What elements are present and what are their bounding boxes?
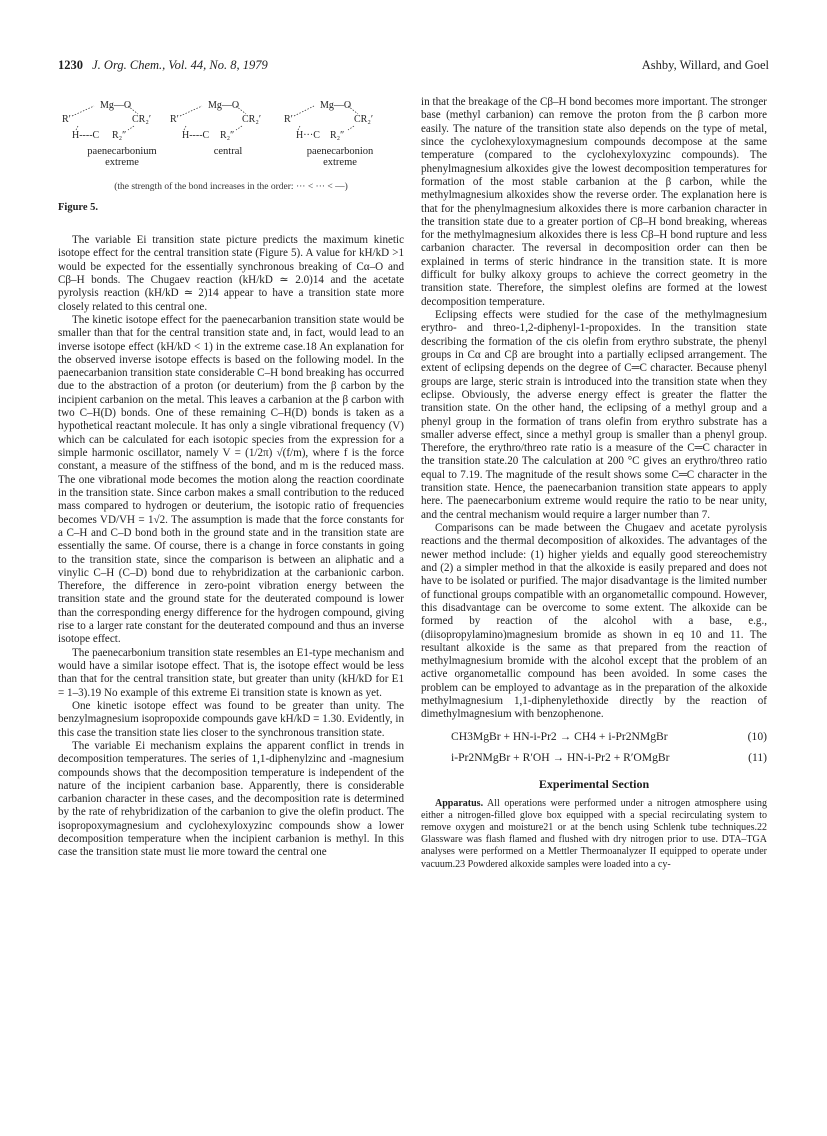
- figure-caption: Figure 5.: [58, 202, 99, 213]
- paragraph-lead: Apparatus.: [435, 797, 484, 809]
- paragraph: The variable Ei transition state picture predicts the maximum kinetic isotope effect for the central transition state (Figure 5). A value for kH/kD >1 would be expected for the essentially synchronous breaking of Cα–O and Cβ–H bonds. The Chugaev reaction (kH/kD ≃ 2.0)14 and the acetate pyrolysis reaction (kH/kD ≃ 2)14 appear to have a transition state more closely related to this central one.: [58, 234, 404, 313]
- equation-11: [421, 751, 767, 764]
- label-paenecarbonion: [290, 146, 390, 168]
- equation-number: (10): [747, 729, 767, 743]
- svg-text:R₂″: R₂″: [112, 130, 127, 141]
- paragraph: One kinetic isotope effect was found to be greater than unity. The benzylmagnesium isopropoxide compounds gave kH/kD = 1.30. Evidently, in this case the transition state lies closer to the synchronous transition state.: [58, 699, 404, 739]
- label-paenecarbonion-line1: paenecarbonion: [306, 146, 374, 157]
- svg-text:H···C: H···C: [296, 130, 320, 141]
- equation-text: i-Pr2NMgBr + R′OH → HN-i-Pr2 + R′OMgBr: [451, 751, 670, 764]
- paragraph-body: All operations were performed under a nitrogen atmosphere using either a nitrogen-filled glove box equipped with a special recirculating system to remove oxygen and moisture21 or at the bench using Schlenk tube techniques.22 Glassware was flash flamed and flushed with dry nitrogen prior to use. DTA–TGA analyses were performed on a Mettler Thermoanalyzer II equipped to operate under vacuum.23 Powdered alkoxide samples were loaded into a cy-: [421, 797, 767, 870]
- mg-o-center: Mg—O: [208, 100, 240, 111]
- svg-text:R₂″: R₂″: [330, 130, 345, 141]
- paragraph: in that the breakage of the Cβ–H bond becomes more important. The stronger base (methyl carbanion) can remove the proton from the β carbon more easily. The nature of the transition state also depends on the type of metal, since the cyclohexyloxymagnesium compounds decompose at the same temperature (compared to the cyclohexyloxyzinc compounds). The phenylmagnesium alkoxides give the lowest decomposition temperatures for formation of the most stable carbanion at the β carbon, while the methylmagnesium alkoxides show the reverse order. The explanation here is that for the phenylmagnesium alkoxides there is more carbanion character in the transition state due to a greater portion of Cβ–H bond breaking, whereas for the methylmagnesium alkoxides there is less Cβ–H bond rupture and less carbanion character. The reversal in decomposition order can then be explained in terms of steric hindrance in the transition state. It is more difficult for bulky alkoxy groups to achieve the correct geometry in the transition state. Therefore, the simplest olefins are formed at the lowest decomposition temperature.: [421, 96, 767, 308]
- paragraph: The kinetic isotope effect for the paenecarbanion transition state would be smaller than that for the central transition state and, in fact, would lead to an inverse isotope effect (kH/kD < 1) in the extreme case.18 An explanation for the observed inverse isotope effects is based on the following model. In the paenecarbanion transition state considerable C–H bond breaking has occurred due to the abstraction of a proton (or deuterium) from the β carbon by the incipient carbanion on the metal. This leaves a carbanion at the β carbon with two C–H(D) bonds. One of these remaining C–H(D) bonds is taken as a hypothetical reactant molecule. It has only a single vibrational frequency (V) which can be calculated for each isotopic species from the expression for a simple harmonic oscillator, namely V = (1/2π) √(f/m), where f is the force constant, a measure of the stiffness of the bond, and m is the reduced mass. The one vibrational mode becomes the motion along the reaction coordinate in the transition state. Since carbon makes a small contribution to the reduced mass compared to hydrogen or deuterium, the isotopic ratio of frequencies becomes VD/VH = 1√2. The assumption is made that the force constants for a C–H and C–D bond both in the ground state and in the transition state are essentially the same. Of course, there is a change in force constants in going to the transition state, since the comparison is between an aliphatic and a vinylic C–H (C–D) bond due to rehybridization at the carbanionic carbon. Therefore, the difference in zero-point vibration energy between the transition state and the ground state for the deuterated compound is lower than the corresponding energy difference for the hydrogen compound, giving rise to a larger rate constant for the deuterated compound and thus an inverse isotope effect.: [58, 313, 404, 646]
- label-paenecarbonium: [72, 146, 172, 168]
- author-names: Ashby, Willard, and Goel: [641, 58, 769, 72]
- mg-o-left: Mg—O: [100, 100, 132, 111]
- paragraph: The variable Ei mechanism explains the apparent conflict in trends in decomposition temperatures. The series of 1,1-diphenylzinc and -magnesium compounds shows that the decomposition temperature is independent of the nature of the incipient carbanion base. Apparently, there is considerable carbanion character in these cases, and the decomposition rate is determined by the rate of rehybridization of the carbanion to give the olefin product. The isopropoxymagnesium and cyclohexyloxyzinc compounds show a lower decomposition temperature when the incipient carbanion is methyl. In this case the transition state must lie more toward the central one: [58, 739, 404, 859]
- experimental-section: [421, 798, 767, 871]
- label-paenecarbonium-line2: extreme: [105, 157, 139, 168]
- svg-text:CR₂′: CR₂′: [354, 114, 374, 125]
- svg-text:R′: R′: [170, 114, 179, 125]
- label-central: [188, 146, 268, 157]
- paragraph: Eclipsing effects were studied for the case of the methylmagnesium erythro- and threo-1,2-diphenyl-1-propoxides. In the transition state describing the formation of the cis olefin from erythro substrate, the phenyl groups in Cα and Cβ are brought into a partially eclipsed arrangement. The extent of eclipsing depends on the degree of C═C character. Because phenyl groups are large, steric strain is introduced into the transition state when they eclipse. Obviously, the adverse energy effect is greater the flatter the transition state. On the other hand, the eclipsing of a methyl group and a phenyl group in the formation of trans olefin from erythro substrate has a smaller adverse effect, since a methyl group is smaller than a phenyl group. Therefore, the erythro/threo rate ratio is a measure of the C═C character in the transition state.20 The calculation at 200 °C gives an erythro/threo ratio equal to 7.19. The magnitude of the result shows some C═C character in the transition state. Hence, the paenecarbanion transition state appears to apply here. The paenecarbonium extreme would require the ratio to be near unity, and the central mechanism would require a larger number than 7.: [421, 309, 767, 521]
- left-column: [58, 234, 404, 860]
- svg-text:R′: R′: [284, 114, 293, 125]
- figure-note: (the strength of the bond increases in the order: ··· < ··· < —): [114, 182, 348, 192]
- paragraph: Comparisons can be made between the Chugaev and acetate pyrolysis reactions and the thermal decomposition of alkoxides. The advantages of the newer method include: (1) higher yields and equally good stereochemistry and (2) a simpler method in that the alkoxide is easily prepared and does not have to be isolated or purified. The major disadvantage is the limited number of functional groups compatible with an organometallic compound. However, this disadvantage can be overcome to some extent. The alkoxide can be formed by reaction of the alcohol with a base, e.g., (diisopropylamino)magnesium bromide as shown in eq 10 and 11. The resultant alkoxide is the same as that prepared from the reaction of methylmagnesium bromide with the alcohol except that the problem of an active organometallic compound has been avoided. In some cases the problem can be employed to advantage as in the preparation of the alkoxide methylmagnesium 1,1-diphenylethoxide directly by the reaction of dimethylmagnesium with benzophenone.: [421, 522, 767, 721]
- journal-citation: J. Org. Chem., Vol. 44, No. 8, 1979: [92, 58, 268, 72]
- svg-text:H----C: H----C: [72, 130, 100, 141]
- running-header: [58, 58, 769, 76]
- svg-text:CR₂′: CR₂′: [242, 114, 262, 125]
- equation-text: CH3MgBr + HN-i-Pr2 → CH4 + i-Pr2NMgBr: [451, 729, 668, 743]
- page-number: 1230: [58, 58, 83, 72]
- svg-text:H----C: H----C: [182, 130, 210, 141]
- equation-10: [421, 730, 767, 743]
- svg-text:R′: R′: [62, 114, 71, 125]
- experimental-paragraph: [421, 798, 767, 871]
- label-central-line1: central: [213, 146, 243, 157]
- svg-text:CR₂′: CR₂′: [132, 114, 152, 125]
- mg-o-right: Mg—O: [320, 100, 352, 111]
- svg-text:R₂″: R₂″: [220, 130, 235, 141]
- paragraph: The paenecarbonium transition state resembles an E1-type mechanism and would have a similar isotope effect. That is, the isotope effect would be less than that for the central transition state, but greater than unity (kH/kD for E1 = 1–3).19 No example of this extreme Ei transition state is known as yet.: [58, 646, 404, 699]
- label-paenecarbonion-line2: extreme: [323, 157, 357, 168]
- label-paenecarbonium-line1: paenecarbonium: [87, 146, 157, 157]
- figure-5: [58, 96, 404, 226]
- equation-number: (11): [748, 751, 767, 764]
- right-column: [421, 96, 767, 871]
- section-title: Experimental Section: [538, 777, 650, 792]
- header-left: [58, 58, 268, 73]
